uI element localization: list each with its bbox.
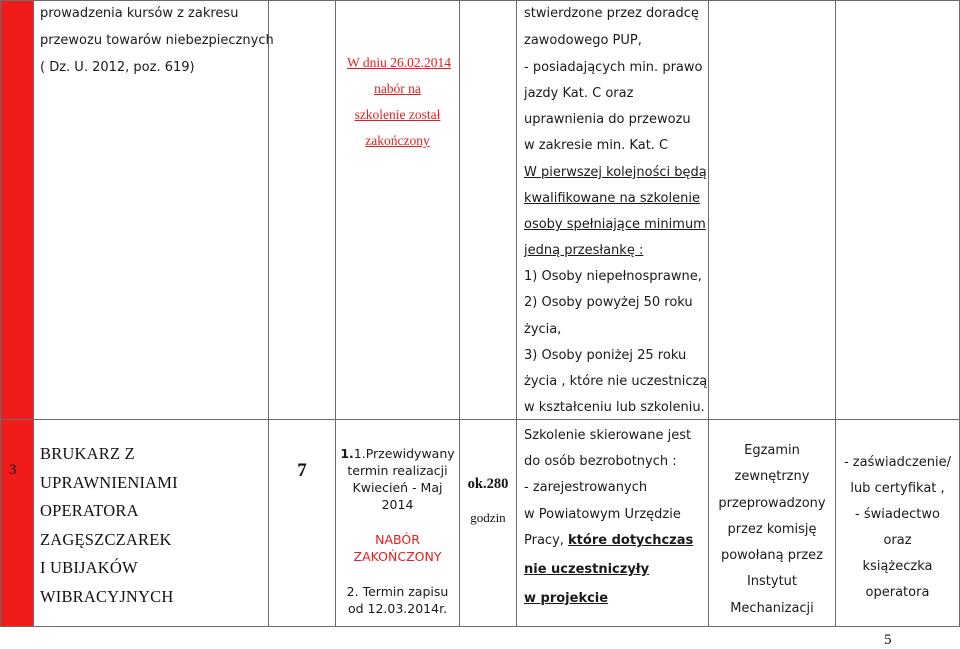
recruitment-criteria-line: w zakresie min. Kat. C xyxy=(524,138,669,153)
term-line: 1.1.Przewidywany xyxy=(340,446,455,461)
recruitment-line: Pracy, które dotychczas xyxy=(524,533,694,548)
recruitment-criteria-line: 1) Osoby niepełnosprawne, xyxy=(524,269,702,284)
recruitment-criteria-line: uprawnienia do przewozu xyxy=(524,112,691,127)
exam-line: zewnętrzny xyxy=(734,469,810,484)
term-line: Kwiecień - Maj xyxy=(352,480,443,495)
certificate-line: oraz xyxy=(883,533,912,548)
course-name-line: ZAGĘSZCZAREK xyxy=(40,530,172,549)
exam-line: Mechanizacji xyxy=(730,601,814,616)
exam-line: Egzamin xyxy=(744,443,800,458)
exam-line: przez komisję xyxy=(727,522,817,537)
certificate-line: - świadectwo xyxy=(855,507,940,522)
recruitment-criteria-line: życia, xyxy=(524,322,562,337)
participants-count: 7 xyxy=(297,460,307,481)
recruitment-closed-notice: zakończony xyxy=(365,133,430,148)
course-name-line: I UBIJAKÓW xyxy=(40,558,138,577)
recruitment-criteria-line: kwalifikowane na szkolenie xyxy=(524,191,700,206)
recruitment-criteria-line: W pierwszej kolejności będą xyxy=(524,165,707,180)
hours-cell-top xyxy=(459,0,517,420)
certificate-line: operatora xyxy=(865,585,930,600)
page-number: 5 xyxy=(884,632,892,648)
course-name-line: BRUKARZ Z xyxy=(40,444,135,463)
participants-cell-top xyxy=(268,0,336,420)
status-badge: NABÓR xyxy=(375,532,420,547)
hours-value: ok.280 xyxy=(467,476,509,492)
recruitment-criteria-line: w kształceniu lub szkoleniu. xyxy=(524,400,705,415)
recruitment-closed-notice: W dniu 26.02.2014 xyxy=(347,55,451,70)
course-name-line: UPRAWNIENIAMI xyxy=(40,473,178,492)
recruitment-criteria-line: jazdy Kat. C oraz xyxy=(524,86,634,101)
recruitment-criteria-line: 3) Osoby poniżej 25 roku xyxy=(524,348,687,363)
recruitment-line: Szkolenie skierowane jest xyxy=(524,428,692,443)
exam-line: powołaną przez xyxy=(720,548,824,563)
certificate-line: lub certyfikat , xyxy=(850,481,945,496)
recruitment-line: - zarejestrowanych xyxy=(524,480,648,495)
recruitment-line: nie uczestniczyły xyxy=(524,562,650,577)
certificate-line: książeczka xyxy=(862,559,933,574)
recruitment-criteria-line: jedną przesłankę : xyxy=(524,243,644,258)
recruitment-criteria-line: życia , które nie uczestniczą xyxy=(524,374,708,389)
exam-line: przeprowadzony xyxy=(718,496,826,511)
certificate-line: - zaświadczenie/ xyxy=(843,455,952,470)
course-description-line: przewozu towarów niebezpiecznych xyxy=(40,33,274,48)
exam-cell-top xyxy=(708,0,836,420)
row-number: 3 xyxy=(9,462,17,478)
recruitment-criteria-line: - posiadających min. prawo xyxy=(524,60,703,75)
term-line: 2014 xyxy=(381,497,414,512)
term-line: termin realizacji xyxy=(347,463,448,478)
recruitment-criteria-line: zawodowego PUP, xyxy=(524,33,642,48)
recruitment-criteria-line: 2) Osoby powyżej 50 roku xyxy=(524,295,693,310)
recruitment-line: w projekcie xyxy=(524,591,609,606)
certificate-cell-top xyxy=(835,0,960,420)
recruitment-criteria-line: osoby spełniające minimum xyxy=(524,217,706,232)
recruitment-closed-notice: szkolenie został xyxy=(354,107,441,122)
enrollment-date-line: od 12.03.2014r. xyxy=(347,601,448,616)
recruitment-line: w Powiatowym Urzędzie xyxy=(524,507,681,522)
course-description-line: prowadzenia kursów z zakresu xyxy=(40,6,239,21)
status-badge: ZAKOŃCZONY xyxy=(353,549,442,564)
recruitment-criteria-line: stwierdzone przez doradcę xyxy=(524,6,699,21)
recruitment-closed-notice: nabór na xyxy=(374,81,421,96)
enrollment-date-line: 2. Termin zapisu xyxy=(346,584,449,599)
recruitment-line: do osób bezrobotnych : xyxy=(524,454,677,469)
exam-line: Instytut xyxy=(746,574,798,589)
row-marker-cell-top xyxy=(0,0,34,420)
participants-cell xyxy=(268,419,336,627)
course-description-line: ( Dz. U. 2012, poz. 619) xyxy=(40,60,195,75)
course-name-line: WIBRACYJNYCH xyxy=(40,587,174,606)
course-name-line: OPERATORA xyxy=(40,501,139,520)
hours-unit: godzin xyxy=(470,510,506,525)
row-marker-cell xyxy=(0,419,34,627)
